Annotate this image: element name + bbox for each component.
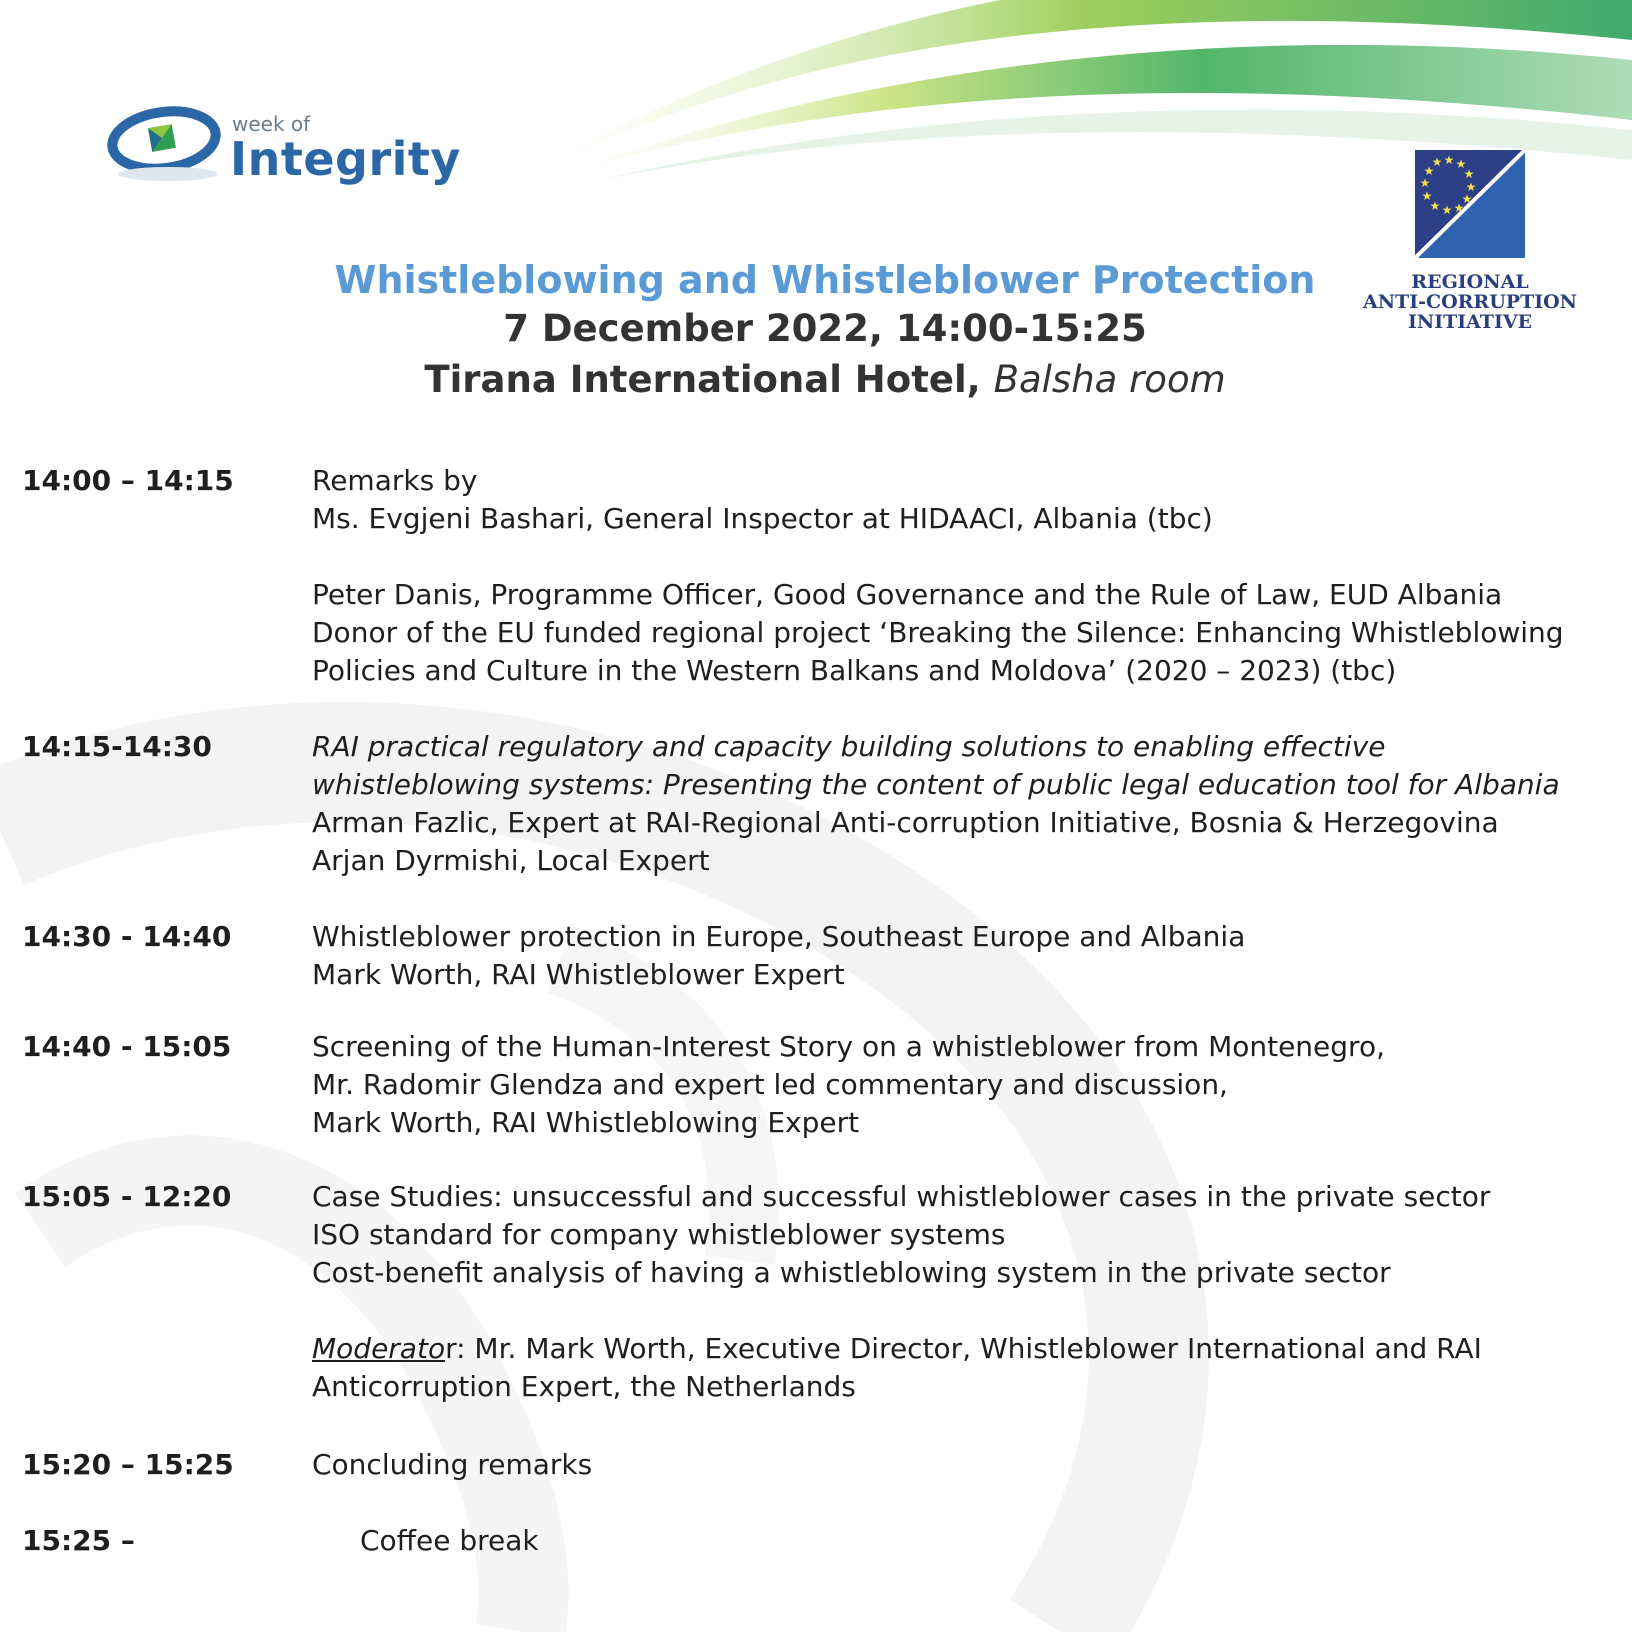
agenda-line: Case Studies: unsuccessful and successful whistleblower cases in the private sector bbox=[312, 1180, 1491, 1213]
agenda-item bbox=[22, 1522, 1622, 1562]
logo-text-small: week of bbox=[232, 112, 311, 136]
agenda-time: 14:30 - 14:40 bbox=[22, 920, 232, 953]
rai-text-line2: ANTI-CORRUPTION bbox=[1362, 291, 1578, 313]
moderator-text: r: Mr. Mark Worth, Executive Director, Whistleblower International and RAI bbox=[445, 1332, 1482, 1365]
agenda-time: 15:05 - 12:20 bbox=[22, 1180, 232, 1213]
agenda-line: Cost-benefit analysis of having a whistleblowing system in the private sector bbox=[312, 1256, 1391, 1289]
event-title: Whistleblowing and Whistleblower Protection bbox=[334, 258, 1316, 302]
agenda-line: Donor of the EU funded regional project ‘Breaking the Silence: Enhancing Whistleblowing bbox=[312, 616, 1564, 649]
agenda-item bbox=[22, 728, 1622, 918]
svg-text:★: ★ bbox=[1421, 189, 1433, 203]
agenda-line: Anticorruption Expert, the Netherlands bbox=[312, 1370, 856, 1403]
agenda-line: Mark Worth, RAI Whistleblower Expert bbox=[312, 958, 845, 991]
svg-text:★: ★ bbox=[1419, 176, 1431, 190]
venue-name: Tirana International Hotel bbox=[424, 358, 967, 401]
venue-room: Balsha room bbox=[993, 358, 1226, 401]
svg-text:★: ★ bbox=[1441, 203, 1453, 217]
agenda-line: Arjan Dyrmishi, Local Expert bbox=[312, 844, 710, 877]
week-of-integrity-logo bbox=[106, 96, 461, 192]
eu-stars-flag-icon bbox=[1415, 150, 1525, 258]
agenda-item bbox=[22, 918, 1622, 1028]
agenda-time: 14:00 – 14:15 bbox=[22, 464, 234, 497]
agenda-line: whistleblowing systems: Presenting the content of public legal education tool for Albania bbox=[312, 768, 1560, 801]
agenda-line bbox=[312, 1330, 1622, 1368]
agenda-line: Remarks by bbox=[312, 464, 478, 497]
agenda-time: 15:25 – bbox=[22, 1524, 135, 1557]
agenda-item bbox=[22, 462, 1622, 694]
svg-text:★: ★ bbox=[1463, 167, 1475, 181]
agenda-item bbox=[22, 1028, 1622, 1178]
agenda-line: Peter Danis, Programme Officer, Good Governance and the Rule of Law, EUD Albania bbox=[312, 578, 1503, 611]
svg-text:★: ★ bbox=[1453, 201, 1465, 215]
agenda-line: Mark Worth, RAI Whistleblowing Expert bbox=[312, 1106, 860, 1139]
svg-text:★: ★ bbox=[1465, 180, 1477, 194]
rai-text-line1: REGIONAL bbox=[1411, 271, 1529, 293]
agenda-line: Concluding remarks bbox=[312, 1448, 593, 1481]
svg-text:★: ★ bbox=[1455, 157, 1467, 171]
svg-text:★: ★ bbox=[1461, 192, 1473, 206]
event-header bbox=[260, 256, 1390, 406]
venue-separator: , bbox=[966, 358, 994, 401]
agenda-line: Policies and Culture in the Western Balkans and Moldova’ (2020 – 2023) (tbc) bbox=[312, 654, 1397, 687]
agenda-line: Arman Fazlic, Expert at RAI-Regional Anti-corruption Initiative, Bosnia & Herzegovina bbox=[312, 806, 1499, 839]
agenda-time: 14:15-14:30 bbox=[22, 730, 212, 763]
event-venue bbox=[260, 354, 1390, 406]
rai-logo bbox=[1360, 150, 1580, 340]
event-date: 7 December 2022, 14:00-15:25 bbox=[503, 307, 1147, 350]
agenda bbox=[22, 462, 1622, 1562]
agenda-line: Whistleblower protection in Europe, Southeast Europe and Albania bbox=[312, 920, 1246, 953]
agenda-line: Mr. Radomir Glendza and expert led commentary and discussion, bbox=[312, 1068, 1228, 1101]
rai-text-line3: INITIATIVE bbox=[1407, 311, 1533, 333]
integrity-logo-icon bbox=[106, 96, 226, 186]
agenda-line: Coffee break bbox=[360, 1524, 539, 1557]
agenda-time: 14:40 - 15:05 bbox=[22, 1030, 232, 1063]
agenda-line: Screening of the Human-Interest Story on a whistleblower from Montenegro, bbox=[312, 1030, 1385, 1063]
svg-text:★: ★ bbox=[1429, 199, 1441, 213]
agenda-line: ISO standard for company whistleblower systems bbox=[312, 1218, 1006, 1251]
agenda-line: RAI practical regulatory and capacity building solutions to enabling effective bbox=[312, 730, 1386, 763]
svg-text:★: ★ bbox=[1431, 155, 1443, 169]
agenda-time: 15:20 – 15:25 bbox=[22, 1448, 234, 1481]
agenda-line: Ms. Evgjeni Bashari, General Inspector at HIDAACI, Albania (tbc) bbox=[312, 502, 1213, 535]
agenda-item bbox=[22, 1178, 1622, 1446]
svg-text:★: ★ bbox=[1423, 164, 1435, 178]
svg-text:★: ★ bbox=[1443, 153, 1455, 167]
logo-text-big: Integrity bbox=[230, 132, 461, 186]
agenda-item bbox=[22, 1446, 1622, 1522]
moderator-label: Moderato bbox=[312, 1332, 446, 1365]
